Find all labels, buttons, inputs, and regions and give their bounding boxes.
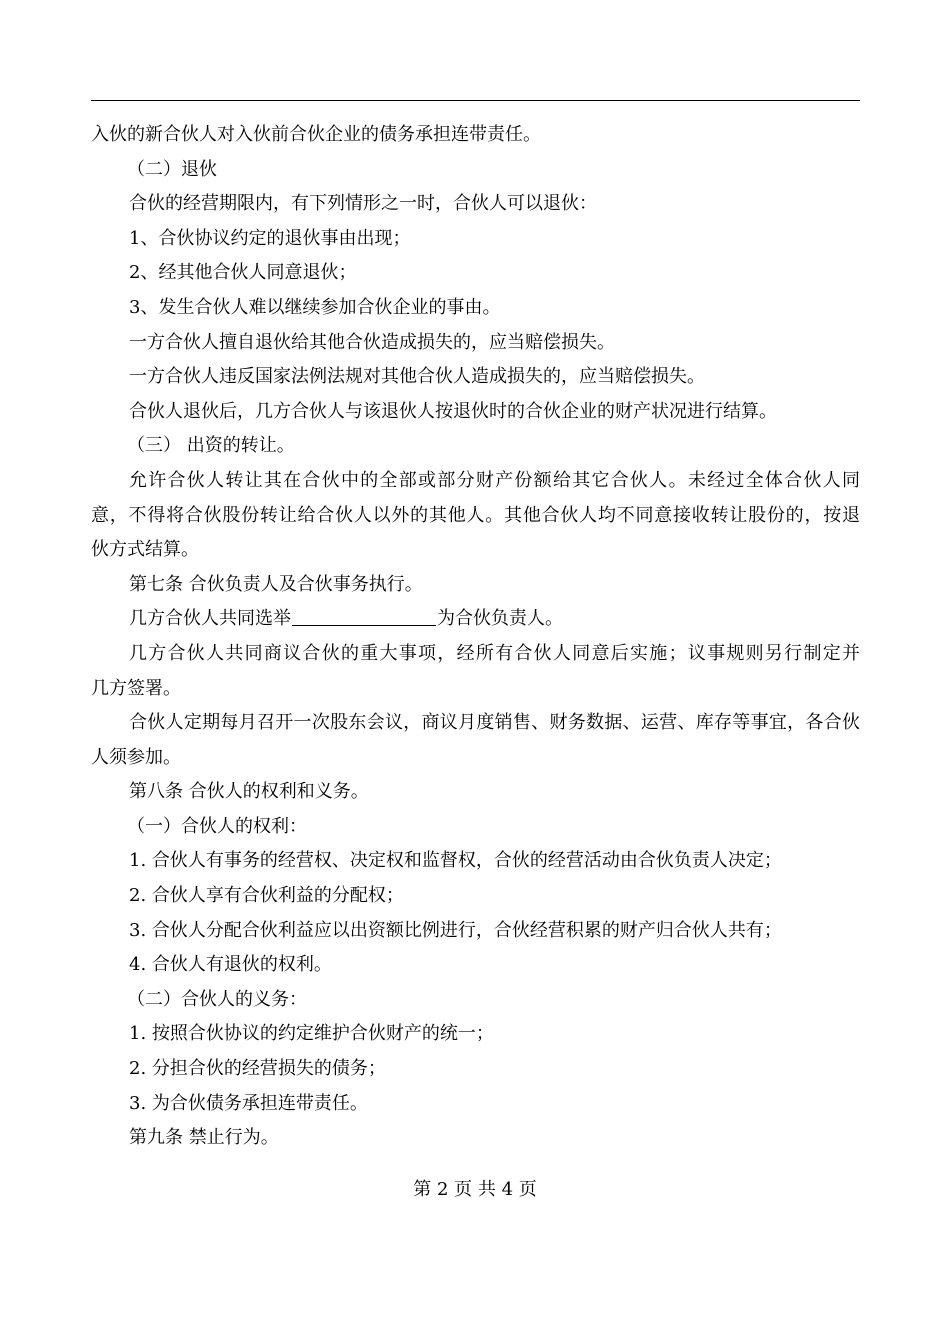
paragraph-line: 入伙的新合伙人对入伙前合伙企业的债务承担连带责任。 (91, 124, 541, 145)
section-heading-transfer: （三） 出资的转让。 (127, 435, 295, 457)
list-item: 2. 合伙人享有合伙利益的分配权； (129, 885, 404, 907)
article-heading-7: 第七条 合伙负责人及合伙事务执行。 (129, 573, 423, 595)
section-heading-withdrawal: （二）退伙 (127, 158, 217, 180)
section-heading-rights: （一）合伙人的权利： (127, 815, 307, 837)
fill-in-blank (292, 605, 436, 626)
paragraph-line: 一方合伙人违反国家法例法规对其他合伙人造成损失的，应当赔偿损失。 (129, 366, 705, 388)
article-heading-8: 第八条 合伙人的权利和义务。 (129, 781, 369, 803)
header-rule (91, 100, 860, 101)
paragraph-line: 伙方式结算。 (91, 539, 199, 561)
page-number-footer: 第 2 页 共 4 页 (413, 1179, 537, 1200)
blank-suffix-text: 为合伙负责人。 (437, 608, 563, 630)
paragraph-line: 合伙的经营期限内，有下列情形之一时，合伙人可以退伙： (129, 193, 597, 215)
list-item: 1、合伙协议约定的退伙事由出现； (129, 227, 411, 249)
blank-prefix-text: 几方合伙人共同选举 (129, 608, 291, 630)
list-item: 1. 按照合伙协议的约定维护合伙财产的统一； (129, 1023, 494, 1045)
section-heading-obligations: （二）合伙人的义务： (127, 988, 307, 1010)
paragraph-line: 合伙人定期每月召开一次股东会议，商议月度销售、财务数据、运营、库存等事宜，各合伙 (129, 712, 860, 734)
list-item: 1. 合伙人有事务的经营权、决定权和监督权，合伙的经营活动由合伙负责人决定； (129, 850, 782, 872)
paragraph-line: 合伙人退伙后，几方合伙人与该退伙人按退伙时的合伙企业的财产状况进行结算。 (129, 400, 777, 422)
paragraph-line: 人须参加。 (91, 746, 181, 768)
paragraph-line-with-blank (91, 602, 860, 637)
list-item: 4. 合伙人有退伙的权利。 (129, 954, 332, 976)
paragraph-line: 一方合伙人擅自退伙给其他合伙造成损失的，应当赔偿损失。 (129, 331, 615, 353)
list-item: 2、经其他合伙人同意退伙； (129, 262, 357, 284)
paragraph-line: 允许合伙人转让其在合伙中的全部或部分财产份额给其它合伙人。未经过全体合伙人同 (129, 469, 860, 491)
paragraph-line: 几方合伙人共同商议合伙的重大事项，经所有合伙人同意后实施；议事规则另行制定并 (129, 642, 860, 664)
document-body (91, 118, 860, 1156)
list-item: 3. 合伙人分配合伙利益应以出资额比例进行，合伙经营积累的财产归合伙人共有； (129, 919, 782, 941)
list-item: 3. 为合伙债务承担连带责任。 (129, 1092, 368, 1114)
list-item: 3、发生合伙人难以继续参加合伙企业的事由。 (129, 296, 501, 318)
paragraph-line: 几方签署。 (91, 677, 181, 699)
article-heading-9: 第九条 禁止行为。 (129, 1127, 279, 1149)
paragraph-line: 意，不得将合伙股份转让给合伙人以外的其他人。其他合伙人均不同意接收转让股份的，按退 (91, 504, 860, 526)
list-item: 2. 分担合伙的经营损失的债务； (129, 1058, 386, 1080)
